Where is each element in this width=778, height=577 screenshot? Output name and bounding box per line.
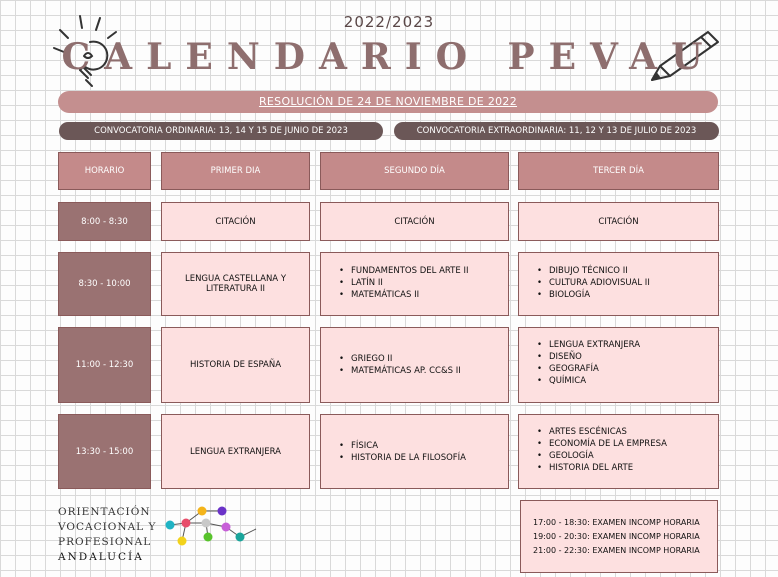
day1-cell: HISTORIA DE ESPAÑA: [161, 327, 310, 403]
time-cell: 8:30 - 10:00: [58, 252, 151, 316]
note-line: 19:00 - 20:30: EXAMEN INCOMP HORARIA: [533, 532, 700, 541]
list-item: • HISTORIA DEL ARTE: [537, 462, 667, 474]
day3-cell: [518, 252, 719, 316]
page-title: CALENDARIO PEVAU: [61, 36, 717, 78]
list-item: • ARTES ESCÉNICAS: [537, 426, 667, 438]
time-cell: 13:30 - 15:00: [58, 414, 151, 489]
list-item: • MATEMÁTICAS II: [339, 289, 468, 301]
list-item: • GEOLOGÍA: [537, 450, 667, 462]
list-item: • LENGUA EXTRANJERA: [537, 339, 640, 351]
list-item: • FÍSICA: [339, 440, 466, 452]
header-day2: SEGUNDO DÍA: [320, 152, 509, 190]
time-cell: 8:00 - 8:30: [58, 202, 151, 241]
list-item: • HISTORIA DE LA FILOSOFÍA: [339, 452, 466, 464]
school-year: 2022/2023: [343, 13, 435, 31]
list-item: • DISEÑO: [537, 351, 640, 363]
list-item: • DIBUJO TÉCNICO II: [537, 265, 650, 277]
list-item: • QUÍMICA: [537, 375, 640, 387]
list-item: • GEOGRAFÍA: [537, 363, 640, 375]
day2-cell: CITACIÓN: [320, 202, 509, 241]
orientation-logo-text: [58, 505, 156, 565]
header-day1: PRIMER DIA: [161, 152, 310, 190]
day3-cell: CITACIÓN: [518, 202, 719, 241]
list-item: • ECONOMÍA DE LA EMPRESA: [537, 438, 667, 450]
extraordinary-call-banner: CONVOCATORIA EXTRAORDINARIA: 11, 12 Y 13 DE JULIO DE 2023: [394, 122, 719, 140]
note-line: 17:00 - 18:30: EXAMEN INCOMP HORARIA: [533, 518, 700, 527]
resolution-banner: RESOLUCIÓN DE 24 DE NOVIEMBRE DE 2022: [58, 91, 718, 113]
day1-cell: LENGUA EXTRANJERA: [161, 414, 310, 489]
day3-cell: [518, 414, 719, 489]
header-day3: TERCER DÍA: [518, 152, 719, 190]
day2-cell: [320, 327, 509, 403]
ordinary-call-banner: CONVOCATORIA ORDINARIA: 13, 14 Y 15 DE JUNIO DE 2023: [59, 122, 383, 140]
logo-line: ORIENTACIÓN: [58, 506, 151, 518]
incompatibility-notes: [520, 500, 718, 573]
list-item: • GRIEGO II: [339, 353, 461, 365]
day1-cell: LENGUA CASTELLANA Y LITERATURA II: [161, 252, 310, 316]
logo-line: VOCACIONAL Y: [58, 521, 157, 533]
day3-cell: [518, 327, 719, 403]
list-item: • MATEMÁTICAS AP. CC&S II: [339, 365, 461, 377]
header-horario: HORARIO: [58, 152, 151, 190]
day1-cell: CITACIÓN: [161, 202, 310, 241]
day2-cell: [320, 252, 509, 316]
note-line: 21:00 - 22:30: EXAMEN INCOMP HORARIA: [533, 546, 700, 555]
list-item: • LATÍN II: [339, 277, 468, 289]
logo-line: ANDALUCÍA: [58, 551, 144, 563]
list-item: • FUNDAMENTOS DEL ARTE II: [339, 265, 468, 277]
list-item: • BIOLOGÍA: [537, 289, 650, 301]
logo-line: PROFESIONAL: [58, 536, 152, 548]
time-cell: 11:00 - 12:30: [58, 327, 151, 403]
day2-cell: [320, 414, 509, 489]
list-item: • CULTURA ADIOVISUAL II: [537, 277, 650, 289]
network-logo-icon: [160, 503, 260, 549]
